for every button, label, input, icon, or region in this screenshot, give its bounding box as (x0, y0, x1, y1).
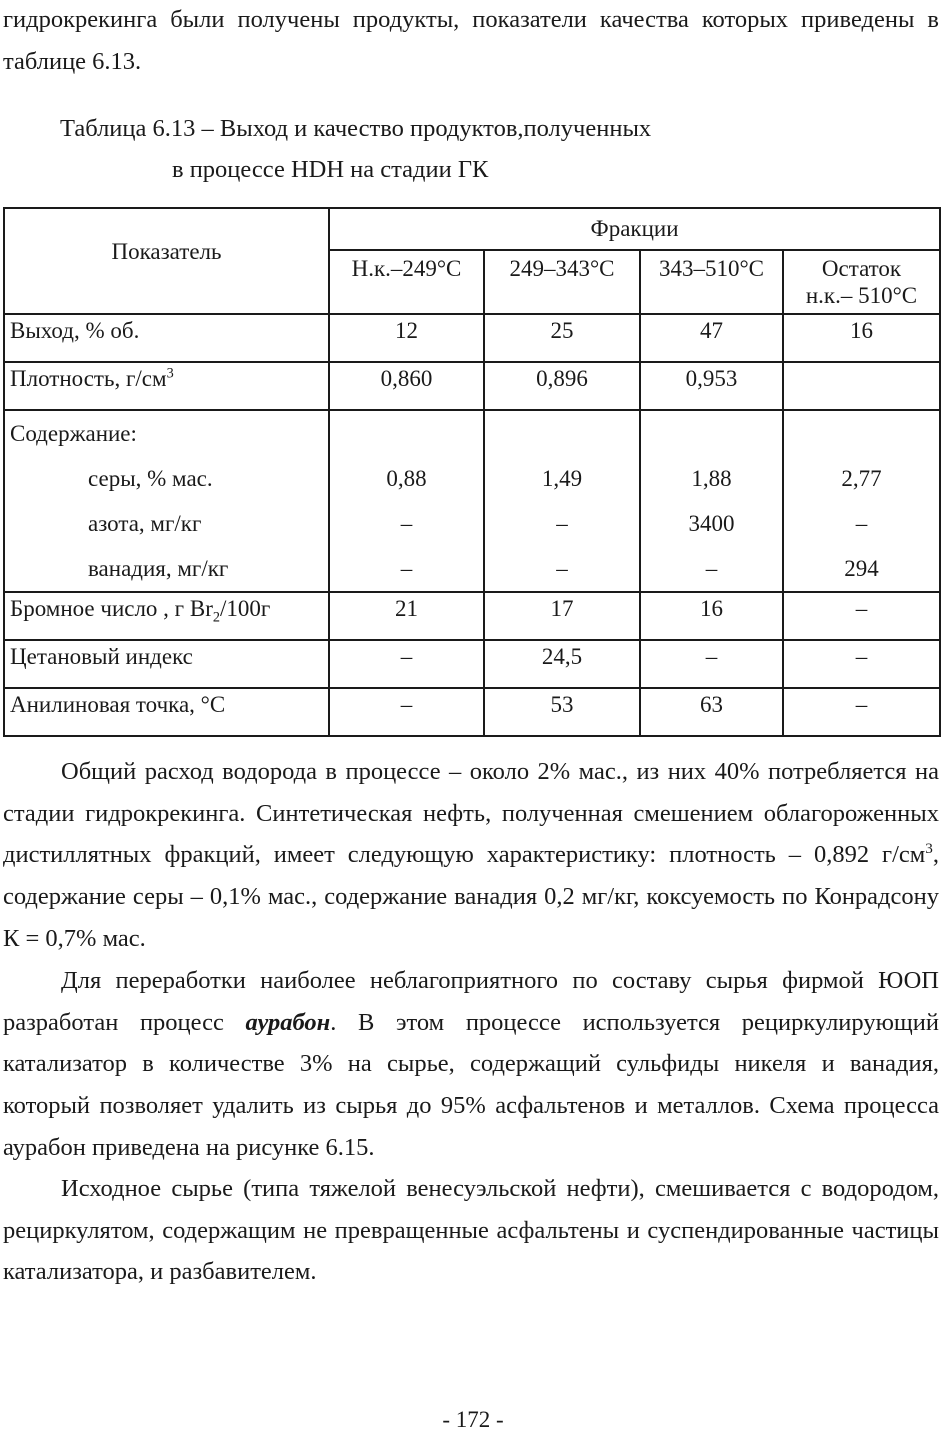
cell (783, 362, 940, 410)
header-col-2: 249–343°С (484, 250, 640, 314)
cell: 24,5 (484, 640, 640, 688)
cell (783, 410, 940, 592)
vanadium-label: ванадия, мг/кг (88, 556, 229, 581)
header-fractions: Фракции (329, 208, 940, 250)
nitrogen-value: – (400, 511, 413, 536)
nitrogen-value: – (855, 511, 868, 536)
row-label: Анилиновая точка, °С (4, 688, 329, 736)
vanadium-value: – (556, 556, 568, 581)
vanadium-value: – (400, 556, 413, 581)
cell: 0,860 (329, 362, 484, 410)
vanadium-value: – (705, 556, 718, 581)
paragraph-hydrogen (3, 751, 939, 960)
cell (484, 410, 640, 592)
cell: – (329, 640, 484, 688)
cell: – (783, 592, 940, 640)
cell: 47 (640, 314, 783, 362)
header-col-4-line-1: Остаток (821, 256, 902, 281)
nitrogen-value: 3400 (688, 511, 735, 536)
row-label (4, 592, 329, 640)
row-label-sup: 3 (166, 365, 174, 382)
p1-text-a: Общий расход водорода в процессе – около 2% мас., из них 40% потребляется на стадии гидрокрекинга. Синтетическая нефть, полученная смешением облагороженных дистиллятных фракций, имеет следующую характеристику: плотность – 0,892 г/см (3, 758, 939, 869)
row-label-text: Плотность, г/см (10, 366, 167, 391)
table-row-content (4, 410, 940, 592)
cell (329, 410, 484, 592)
bromine-label-sub: 2 (212, 609, 220, 626)
cell: 25 (484, 314, 640, 362)
cell: 0,953 (640, 362, 783, 410)
content-label: Содержание: (10, 421, 137, 446)
p2-text-a: Для переработки наиболее неблагоприятного по составу сырья фирмой ЮОП разработан процесс (3, 967, 939, 1036)
p1-text-b: , содержание серы – 0,1% мас., содержание ванадия 0,2 мг/кг, коксуемость по Конрадсону К = 0,7% мас. (3, 841, 939, 952)
nitrogen-label: азота, мг/кг (88, 511, 202, 536)
page-number: - 172 - (442, 1407, 504, 1432)
row-label (4, 410, 329, 592)
caption-line-2: в процессе HDH на стадии ГК (172, 156, 489, 183)
header-col-4 (783, 250, 940, 314)
cell: 63 (640, 688, 783, 736)
bromine-label-post: /100г (220, 596, 271, 621)
header-col-1: Н.к.–249°С (329, 250, 484, 314)
sulfur-value: 2,77 (841, 466, 882, 491)
cell: 17 (484, 592, 640, 640)
p1-sup: 3 (925, 840, 933, 858)
header-col-3: 343–510°С (640, 250, 783, 314)
vanadium-value: 294 (844, 556, 879, 581)
paragraph-feed: Исходное сырье (типа тяжелой венесуэльской нефти), смешивается с водородом, рециркулятом, содержащим не превращенные асфальтены и суспендированные частицы катализатора, и разбавителем. (3, 1175, 939, 1286)
cell (640, 410, 783, 592)
sulfur-value: 0,88 (386, 466, 427, 491)
cell: – (783, 640, 940, 688)
paragraph-aurabon (3, 960, 939, 1169)
sulfur-value: 1,88 (691, 466, 732, 491)
bromine-label-pre: Бромное число , г Br (10, 596, 213, 621)
p2-term: аурабон (245, 1008, 331, 1036)
intro-paragraph: гидрокрекинга были получены продукты, показатели качества которых приведены в таблице 6.13. (3, 6, 939, 75)
header-param: Показатель (4, 208, 329, 314)
table-row-yield (4, 314, 940, 362)
table-caption (60, 108, 880, 190)
header-col-4-line-2: н.к.– 510°С (805, 283, 918, 308)
cell: 0,896 (484, 362, 640, 410)
cell: 16 (783, 314, 940, 362)
row-label: Выход, % об. (4, 314, 329, 362)
sulfur-value: 1,49 (541, 466, 583, 491)
products-quality-table (3, 207, 941, 737)
cell: – (640, 640, 783, 688)
table-row-cetane (4, 640, 940, 688)
table-header-row (4, 208, 940, 250)
cell: 16 (640, 592, 783, 640)
cell: – (783, 688, 940, 736)
cell: – (329, 688, 484, 736)
cell: 12 (329, 314, 484, 362)
table-row-density (4, 362, 940, 410)
nitrogen-value: – (556, 511, 568, 536)
row-label: Цетановый индекс (4, 640, 329, 688)
sulfur-label: серы, % мас. (88, 466, 213, 491)
row-label (4, 362, 329, 410)
table-row-aniline (4, 688, 940, 736)
table-row-bromine (4, 592, 940, 640)
caption-line-1: Таблица 6.13 – Выход и качество продуктов,полученных (60, 115, 652, 142)
cell: 21 (329, 592, 484, 640)
p2-text-b: . В этом процессе используется рециркулирующий катализатор в количестве 3% на сырье, содержащий сульфиды никеля и ванадия, который позволяет удалить из сырья до 95% асфальтенов и металлов. Схема процесса аурабон приведена на рисунке 6.15. (3, 1008, 939, 1161)
cell: 53 (484, 688, 640, 736)
